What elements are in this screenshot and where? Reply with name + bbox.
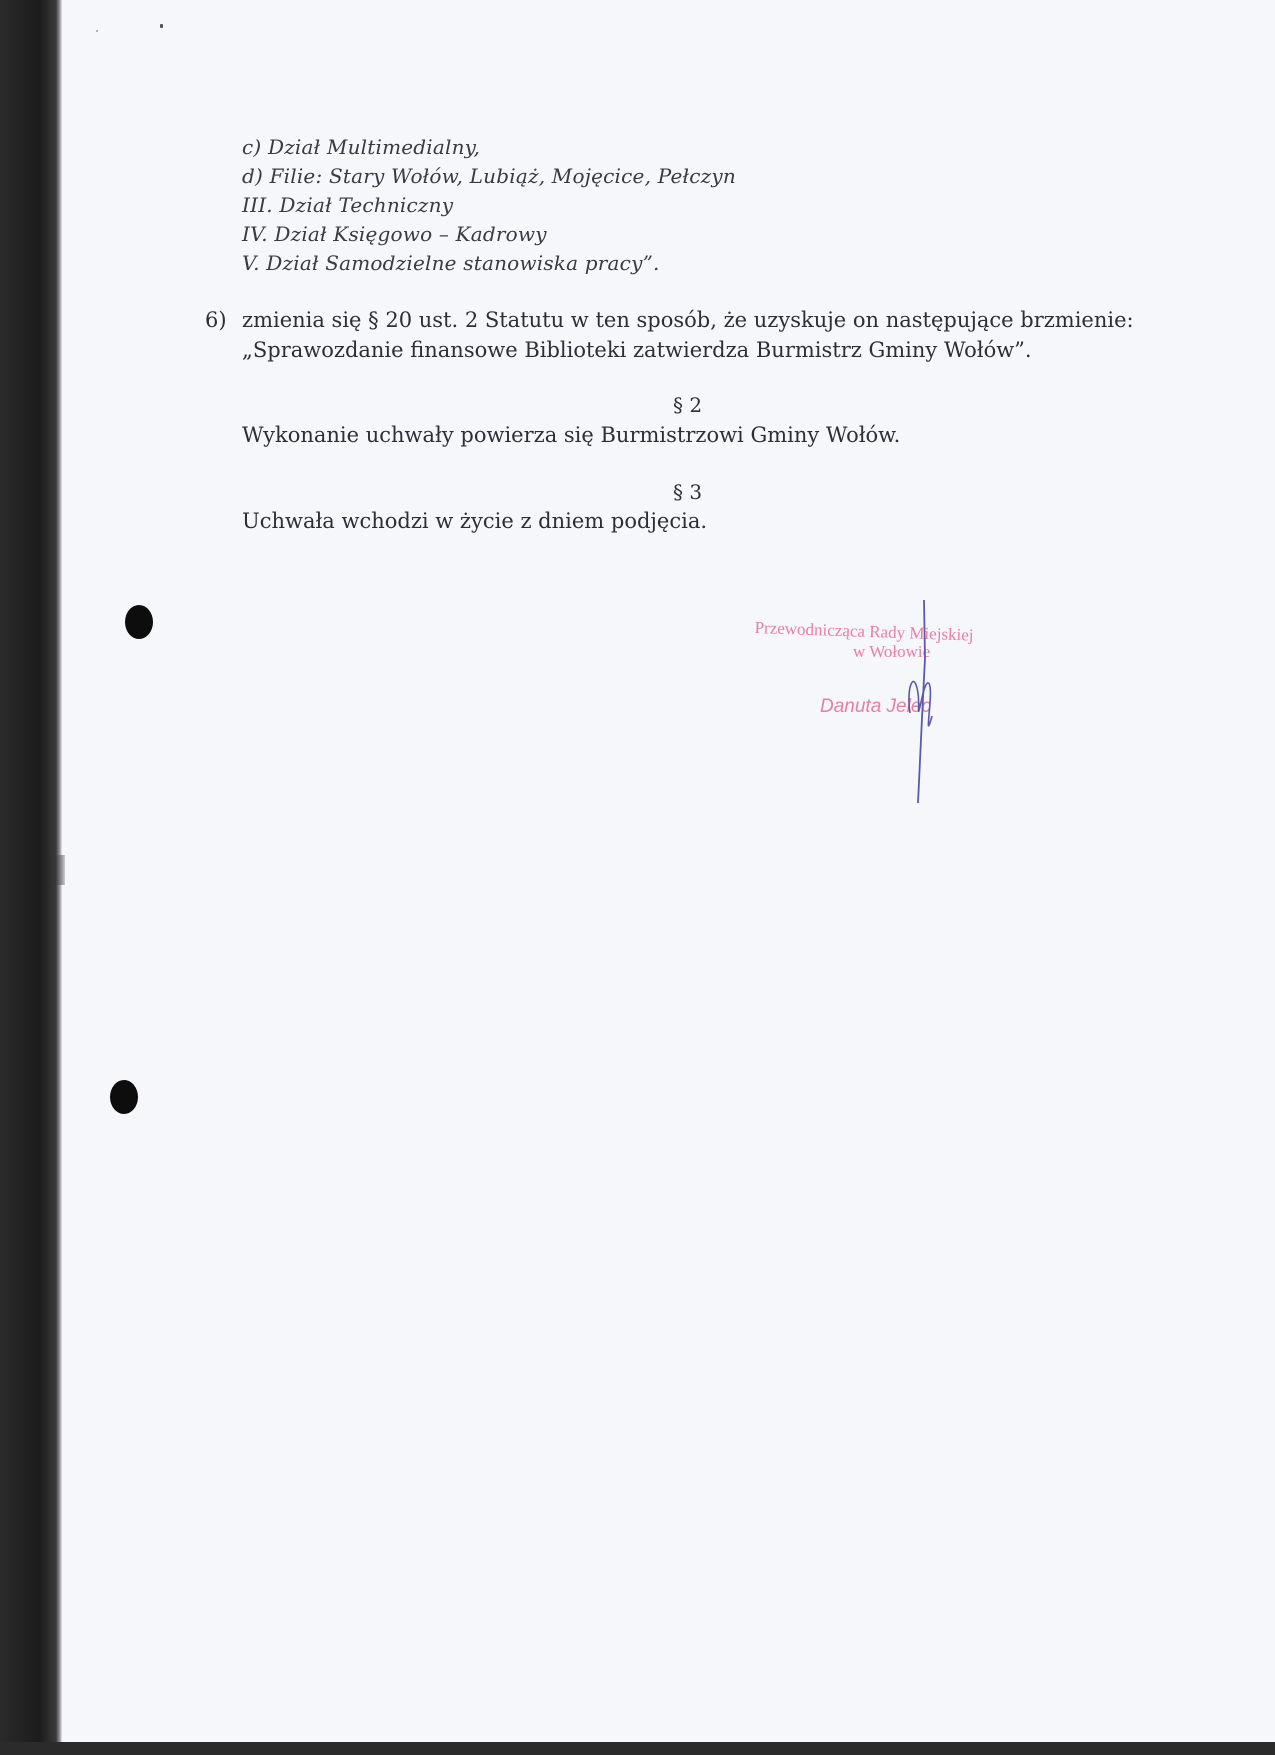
scan-speck [96,30,98,32]
list-item-iii: III. Dział Techniczny [242,193,454,217]
item-6-line-1: zmienia się § 20 ust. 2 Statutu w ten sposób, że uzyskuje on następujące brzmienie: [242,308,1134,332]
item-6-line-2: „Sprawozdanie finansowe Biblioteki zatwierdza Burmistrz Gminy Wołów”. [242,338,1032,362]
handwritten-signature [880,598,960,803]
section-3-heading: § 3 [673,480,703,504]
section-2-text: Wykonanie uchwały powierza się Burmistrzowi Gminy Wołów. [242,423,901,447]
list-item-v: V. Dział Samodzielne stanowiska pracy”. [242,251,660,275]
punch-hole-top [125,605,153,639]
stamp-location: w Wołowie [853,642,931,661]
list-item-d: d) Filie: Stary Wołów, Lubiąż, Mojęcice, Pełczyn [242,164,736,188]
scan-binding-edge [0,0,62,1755]
stamp-name: Danuta Jelec [820,696,931,717]
list-item-c: c) Dział Multimedialny, [242,135,481,159]
stamp-title: Przewodnicząca Rady Miejskiej [754,618,974,645]
section-2-heading: § 2 [673,393,703,417]
scan-edge-fold [55,855,65,885]
scan-bottom-edge [0,1742,1275,1755]
list-item-iv: IV. Dział Księgowo – Kadrowy [242,222,547,246]
section-3-text: Uchwała wchodzi w życie z dniem podjęcia. [242,509,708,533]
item-6-number: 6) [205,308,227,332]
scan-speck [160,24,163,28]
punch-hole-bottom [110,1080,138,1114]
